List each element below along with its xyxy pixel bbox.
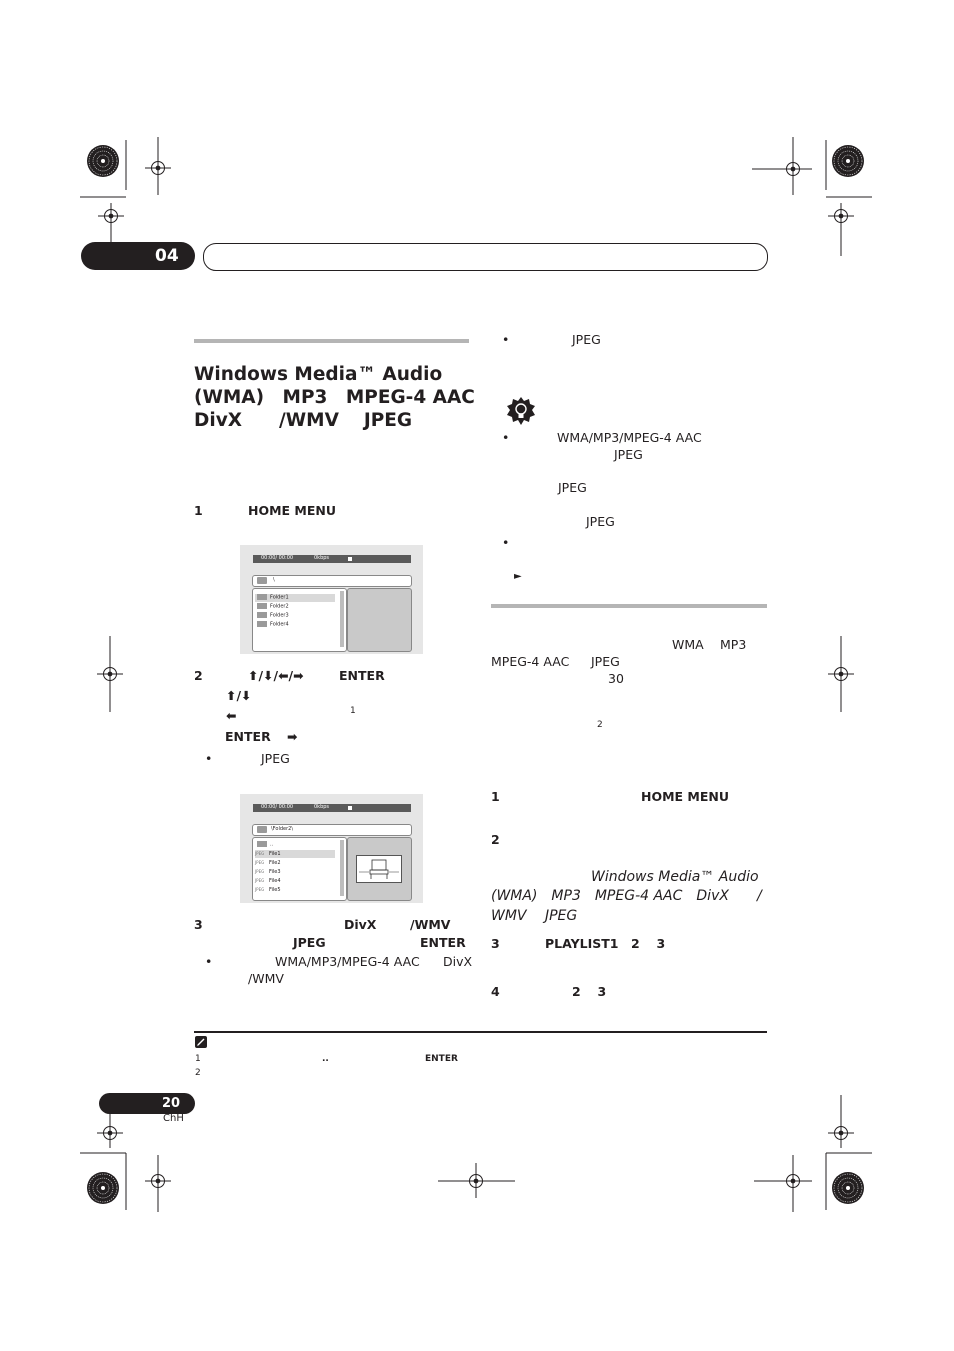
folder-icon xyxy=(257,826,267,833)
section-reference: (WMA) MP3 MPEG-4 AAC DivX / xyxy=(491,888,762,904)
jpeg-file-icon: JPEG xyxy=(255,851,265,856)
item-label: File1 xyxy=(269,851,281,857)
bitrate-readout: 0kbps xyxy=(314,555,330,561)
chapter-title-frame xyxy=(203,243,768,271)
jpeg-file-icon: JPEG xyxy=(255,878,265,883)
item-label: File4 xyxy=(269,878,281,884)
section-reference: WMV JPEG xyxy=(491,908,578,924)
chapter-number: 04 xyxy=(155,246,179,266)
enter-button-label: ENTER xyxy=(225,729,271,744)
file-list[interactable] xyxy=(252,588,347,652)
status-bar xyxy=(253,804,411,812)
count-value: 30 xyxy=(608,671,624,686)
disc-navigator-screen-jpeg xyxy=(240,794,423,903)
folder-icon xyxy=(257,612,267,618)
folder-icon xyxy=(257,577,267,584)
wma-label: WMA xyxy=(672,637,704,652)
list-item[interactable] xyxy=(255,850,335,858)
jpeg-label: JPEG xyxy=(572,332,601,347)
step-number: 4 xyxy=(491,984,500,999)
item-label: File3 xyxy=(269,869,281,875)
parent-label: .. xyxy=(270,841,274,848)
path-text: \Folder2\ xyxy=(271,826,294,832)
folder-icon xyxy=(257,621,267,627)
home-menu-label: HOME MENU xyxy=(248,503,337,518)
step-number: 1 xyxy=(491,789,500,804)
path-text: \ xyxy=(273,577,275,583)
step-number: 1 xyxy=(194,503,203,518)
path-box xyxy=(252,824,412,836)
preview-pane xyxy=(347,837,412,901)
image-thumbnail xyxy=(356,855,402,883)
footnote-rule xyxy=(194,1031,767,1033)
heading-line-2: (WMA) MP3 MPEG-4 AAC xyxy=(194,387,475,408)
disc-navigator-screen xyxy=(240,545,423,654)
jpeg-file-icon: JPEG xyxy=(255,887,265,892)
lightbulb-icon xyxy=(506,396,536,426)
section-reference: Windows Media™ Audio xyxy=(591,869,759,885)
jpeg-file-icon: JPEG xyxy=(255,869,265,874)
heading-line-1: Windows Media™ Audio xyxy=(194,364,443,385)
bullet: • xyxy=(502,535,510,550)
time-readout: 00:00/ 00:00 xyxy=(261,555,294,561)
language-code: ChH xyxy=(163,1113,184,1124)
item-label: Folder2 xyxy=(270,603,289,610)
scrollbar[interactable] xyxy=(340,591,344,647)
item-label: File2 xyxy=(269,860,281,866)
jpeg-label: JPEG xyxy=(586,514,615,529)
footnote-enter: ENTER xyxy=(425,1054,458,1064)
bullet: • xyxy=(502,332,510,347)
divx-label: DivX xyxy=(443,954,473,969)
status-bar xyxy=(253,555,411,563)
heading-line-3: DivX /WMV JPEG xyxy=(194,410,413,431)
bullet: • xyxy=(205,954,213,969)
folder-icon xyxy=(257,603,267,609)
enter-button-label: ENTER xyxy=(339,668,385,683)
chair-icon xyxy=(357,856,401,882)
step-number: 2 xyxy=(491,832,500,847)
list-item[interactable] xyxy=(255,594,335,602)
section-rule-left xyxy=(194,339,469,343)
list-item[interactable] xyxy=(255,886,281,894)
path-box xyxy=(252,575,412,587)
formats-label: WMA/MP3/MPEG-4 AAC xyxy=(275,954,420,969)
page-number-tab xyxy=(99,1093,195,1114)
list-item[interactable] xyxy=(255,868,281,876)
list-item[interactable] xyxy=(255,877,281,885)
folder-icon xyxy=(257,841,267,847)
footnote-ref: 2 xyxy=(597,720,603,730)
left-arrow: ⬅ xyxy=(226,708,237,723)
item-label: Folder3 xyxy=(270,612,289,619)
scrollbar[interactable] xyxy=(340,840,344,896)
playlist-label: PLAYLIST1 2 3 xyxy=(545,936,666,951)
stop-icon xyxy=(348,806,352,810)
divx-label: DivX xyxy=(344,917,377,932)
right-arrow: ➡ xyxy=(287,729,298,744)
bullet: • xyxy=(205,751,213,766)
bitrate-readout: 0kbps xyxy=(314,804,330,810)
list-item[interactable] xyxy=(255,859,281,867)
step-number: 2 xyxy=(194,668,203,683)
jpeg-label: JPEG xyxy=(558,480,587,495)
folder-icon xyxy=(257,594,267,600)
aac-label: MPEG-4 AAC xyxy=(491,654,570,669)
jpeg-label: JPEG xyxy=(261,751,290,766)
item-label: File5 xyxy=(269,887,281,893)
note-icon xyxy=(195,1036,207,1048)
mp3-label: MP3 xyxy=(720,637,747,652)
file-list[interactable] xyxy=(252,837,347,901)
list-item[interactable] xyxy=(255,603,289,611)
home-menu-label: HOME MENU xyxy=(641,789,730,804)
stop-icon xyxy=(348,557,352,561)
footnote-number: 2 xyxy=(195,1068,201,1078)
item-label: Folder4 xyxy=(270,621,289,628)
jpeg-label: JPEG xyxy=(614,447,643,462)
step-number: 3 xyxy=(194,917,203,932)
section-rule-right xyxy=(491,604,767,608)
time-readout: 00:00/ 00:00 xyxy=(261,804,294,810)
cursor-arrows: ⬆/⬇/⬅/➡ xyxy=(248,668,304,683)
list-item[interactable] xyxy=(255,621,289,629)
jpeg-file-icon: JPEG xyxy=(255,860,265,865)
footnote-dots: .. xyxy=(322,1054,329,1064)
item-label: Folder1 xyxy=(270,594,289,601)
page-number: 20 xyxy=(162,1096,181,1111)
footnote-ref: 1 xyxy=(350,706,356,716)
playlist-numbers: 2 3 xyxy=(572,984,607,999)
footnote-number: 1 xyxy=(195,1054,201,1064)
formats-label: WMA/MP3/MPEG-4 AAC xyxy=(557,430,702,445)
parent-folder-item[interactable] xyxy=(255,841,273,849)
up-down-arrows: ⬆/⬇ xyxy=(226,688,252,703)
play-icon: ► xyxy=(514,571,522,582)
enter-button-label: ENTER xyxy=(420,935,466,950)
step-number: 3 xyxy=(491,936,500,951)
list-item[interactable] xyxy=(255,612,289,620)
bullet: • xyxy=(502,430,510,445)
wmv-label: /WMV xyxy=(410,917,451,932)
wmv-label: /WMV xyxy=(248,971,284,986)
jpeg-label: JPEG xyxy=(591,654,620,669)
preview-pane xyxy=(347,588,412,652)
jpeg-label: JPEG xyxy=(293,935,326,950)
